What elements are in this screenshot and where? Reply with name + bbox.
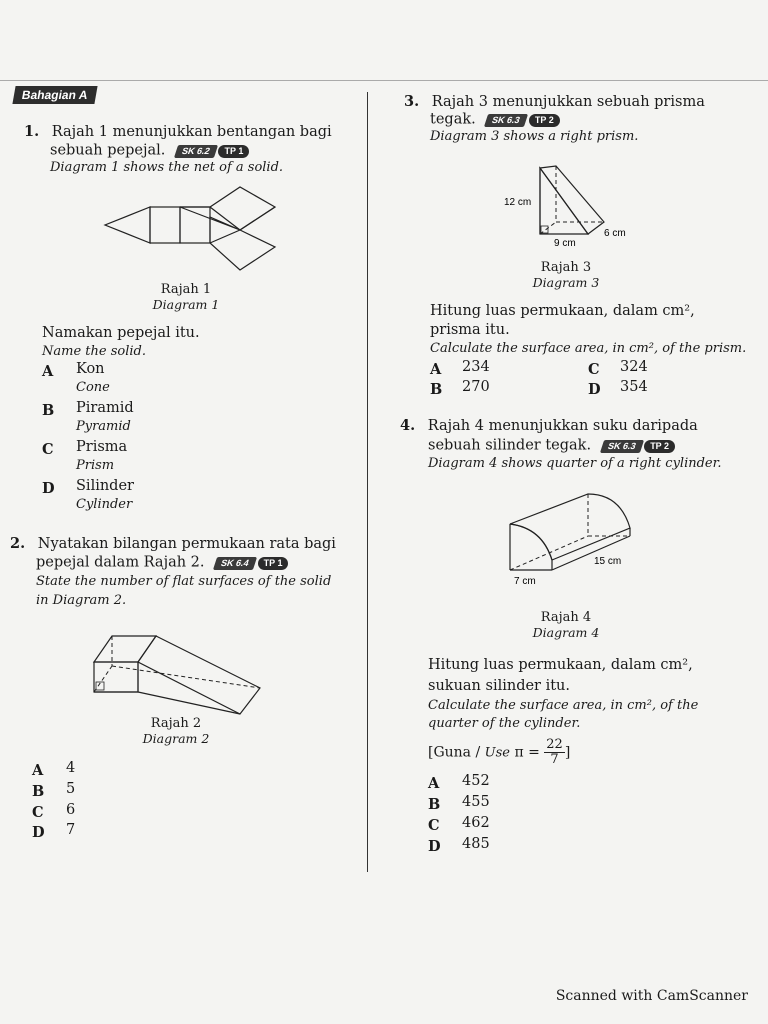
- q4-pi-symbol: π =: [514, 744, 540, 761]
- q1-option-d-ms: Silinder: [76, 478, 134, 494]
- q3-option-d-value: 354: [620, 379, 648, 395]
- q3-option-c-letter: C: [588, 361, 600, 378]
- q2-option-a[interactable]: [32, 760, 76, 779]
- q1-number: 1.: [24, 123, 40, 140]
- q3-prompt-ms-2: prisma itu.: [430, 322, 510, 338]
- q1-caption-ms: Rajah 1: [160, 282, 212, 297]
- q1-option-d[interactable]: [42, 478, 134, 512]
- q2-translation-1: State the number of flat surfaces of the solid: [36, 574, 332, 589]
- q2-solid-diagram: [90, 632, 270, 712]
- q3-prompt-en: Calculate the surface area, in cm², of the prism.: [430, 341, 747, 356]
- q2-option-b[interactable]: [32, 781, 76, 800]
- q2-line2-wrap: [36, 553, 288, 573]
- q4-text: [400, 416, 755, 436]
- q1-option-c[interactable]: [42, 439, 128, 473]
- q3-number: 3.: [404, 93, 420, 110]
- q4-option-d[interactable]: [428, 836, 490, 855]
- q4-line1: Rajah 4 menunjukkan suku daripada: [427, 418, 698, 434]
- q4-pi-fraction: [544, 738, 565, 767]
- q3-option-a[interactable]: [430, 359, 490, 378]
- q3-option-a-value: 234: [462, 359, 490, 375]
- q4-prompt-ms-1: Hitung luas permukaan, dalam cm²,: [428, 657, 693, 673]
- q1-option-d-letter: D: [42, 480, 55, 497]
- q1-caption: [86, 282, 286, 312]
- q3-text: [404, 92, 754, 112]
- q3-badge: [486, 110, 559, 129]
- q1-option-c-letter: C: [42, 441, 54, 458]
- q2-caption-ms: Rajah 2: [150, 716, 202, 731]
- q4-pi-denominator: 7: [550, 752, 559, 767]
- q1-option-b[interactable]: [42, 400, 134, 434]
- q3-option-d[interactable]: [588, 379, 648, 398]
- q1-option-d-en: Cylinder: [76, 497, 133, 512]
- q3-option-b-letter: B: [430, 381, 443, 398]
- q2-line2: pepejal dalam Rajah 2.: [36, 554, 205, 571]
- q2-option-c-letter: C: [32, 804, 44, 821]
- q4-option-b-value: 455: [462, 794, 490, 810]
- q1-text: [24, 122, 364, 142]
- q1-option-a-en: Cone: [76, 380, 110, 395]
- q4-pi-numerator: 22: [546, 737, 563, 752]
- q2-option-a-value: 4: [66, 760, 76, 776]
- q3-option-b[interactable]: [430, 379, 490, 398]
- q3-caption: [466, 260, 666, 290]
- q4-prompt-en-1: Calculate the surface area, in cm², of the: [428, 698, 699, 713]
- q2-option-c-value: 6: [66, 802, 76, 818]
- q2-option-c[interactable]: [32, 802, 76, 821]
- q3-badge-tp: TP 2: [529, 114, 560, 127]
- q2-caption-en: Diagram 2: [142, 731, 210, 746]
- q3-line2: tegak.: [430, 111, 476, 128]
- q1-badge-sk: SK 6.2: [174, 145, 218, 158]
- q4-option-b[interactable]: [428, 794, 490, 813]
- q3-option-c-value: 324: [620, 359, 648, 375]
- top-rule: [0, 80, 768, 81]
- q1-line2: sebuah pepejal.: [50, 142, 166, 159]
- q3-line2-wrap: [430, 110, 560, 130]
- scanner-footer: Scanned with CamScanner: [555, 988, 748, 1004]
- q1-badge-tp: TP 1: [218, 145, 249, 158]
- q1-option-c-en: Prism: [76, 458, 115, 473]
- q4-option-c-value: 462: [462, 815, 490, 831]
- q4-option-c-letter: C: [428, 817, 440, 834]
- q2-translation-2: in Diagram 2.: [36, 593, 127, 608]
- column-divider: [367, 92, 368, 872]
- q3-option-c[interactable]: [588, 359, 648, 378]
- q4-translation: Diagram 4 shows quarter of a right cylinder.: [428, 456, 722, 471]
- q4-quarter-cylinder-diagram: [500, 488, 650, 588]
- q3-option-b-value: 270: [462, 379, 490, 395]
- q1-option-b-ms: Piramid: [76, 400, 134, 416]
- q3-option-a-letter: A: [430, 361, 442, 378]
- q1-line1: Rajah 1 menunjukkan bentangan bagi: [51, 124, 332, 140]
- q2-line1: Nyatakan bilangan permukaan rata bagi: [37, 536, 336, 552]
- q4-pi-close: ]: [564, 744, 571, 761]
- q4-number: 4.: [400, 417, 416, 434]
- q4-line2-wrap: [428, 436, 675, 456]
- q2-option-b-letter: B: [32, 783, 45, 800]
- q4-badge-tp: TP 2: [644, 440, 675, 453]
- q4-line2: sebuah silinder tegak.: [428, 437, 592, 454]
- q3-dim-width: 9 cm: [554, 238, 576, 249]
- q1-option-b-en: Pyramid: [76, 419, 131, 434]
- q3-caption-ms: Rajah 3: [540, 260, 592, 275]
- q4-option-b-letter: B: [428, 796, 441, 813]
- q4-dim-length: 15 cm: [594, 556, 622, 567]
- q3-caption-en: Diagram 3: [532, 275, 600, 290]
- q1-option-b-letter: B: [42, 402, 55, 419]
- q1-option-a[interactable]: [42, 361, 110, 395]
- q1-prompt-en: Name the solid.: [42, 344, 146, 359]
- q3-translation: Diagram 3 shows a right prism.: [430, 129, 639, 144]
- q1-translation: Diagram 1 shows the net of a solid.: [50, 160, 284, 175]
- q4-caption: [466, 610, 666, 640]
- q1-option-a-ms: Kon: [76, 361, 105, 377]
- q4-option-a[interactable]: [428, 773, 490, 792]
- q4-prompt-ms-2: sukuan silinder itu.: [428, 678, 571, 694]
- q3-option-d-letter: D: [588, 381, 601, 398]
- q4-option-a-letter: A: [428, 775, 440, 792]
- q3-badge-sk: SK 6.3: [484, 114, 528, 127]
- q3-prism-diagram: [500, 160, 640, 255]
- q3-dim-height: 12 cm: [504, 197, 532, 208]
- q4-pi-prefix-ms: [Guna /: [428, 744, 485, 761]
- q2-caption: [76, 716, 276, 746]
- q2-badge-tp: TP 1: [258, 557, 289, 570]
- q4-option-d-letter: D: [428, 838, 441, 855]
- q2-option-b-value: 5: [66, 781, 76, 797]
- q2-option-d-letter: D: [32, 824, 45, 841]
- q4-option-d-value: 485: [462, 836, 490, 852]
- q4-dim-radius: 7 cm: [514, 576, 536, 587]
- q1-prompt-ms: Namakan pepejal itu.: [42, 325, 200, 341]
- q1-caption-en: Diagram 1: [152, 297, 220, 312]
- q1-badge: [176, 141, 249, 160]
- q2-option-a-letter: A: [32, 762, 44, 779]
- q4-caption-ms: Rajah 4: [540, 610, 592, 625]
- q4-badge: [602, 436, 675, 455]
- q2-option-d-value: 7: [66, 822, 76, 838]
- q1-option-c-ms: Prisma: [76, 439, 128, 455]
- q3-dim-depth: 6 cm: [604, 228, 626, 239]
- q3-line1: Rajah 3 menunjukkan sebuah prisma: [431, 94, 705, 110]
- q4-pi-hint: [428, 738, 570, 767]
- q2-badge: [215, 553, 288, 572]
- q4-prompt-en-2: quarter of the cylinder.: [428, 716, 581, 731]
- q4-option-a-value: 452: [462, 773, 490, 789]
- q2-number: 2.: [10, 535, 26, 552]
- q2-option-d[interactable]: [32, 822, 76, 841]
- q4-pi-prefix-en: Use: [484, 745, 510, 761]
- q4-caption-en: Diagram 4: [532, 625, 600, 640]
- q2-badge-sk: SK 6.4: [213, 557, 257, 570]
- q1-option-a-letter: A: [42, 363, 54, 380]
- q4-badge-sk: SK 6.3: [600, 440, 644, 453]
- q4-option-c[interactable]: [428, 815, 490, 834]
- q2-text: [10, 534, 365, 554]
- section-tag: Bahagian A: [12, 86, 97, 104]
- q1-line2-wrap: [50, 141, 249, 161]
- q1-net-diagram: [100, 185, 280, 275]
- q3-prompt-ms-1: Hitung luas permukaan, dalam cm²,: [430, 303, 695, 319]
